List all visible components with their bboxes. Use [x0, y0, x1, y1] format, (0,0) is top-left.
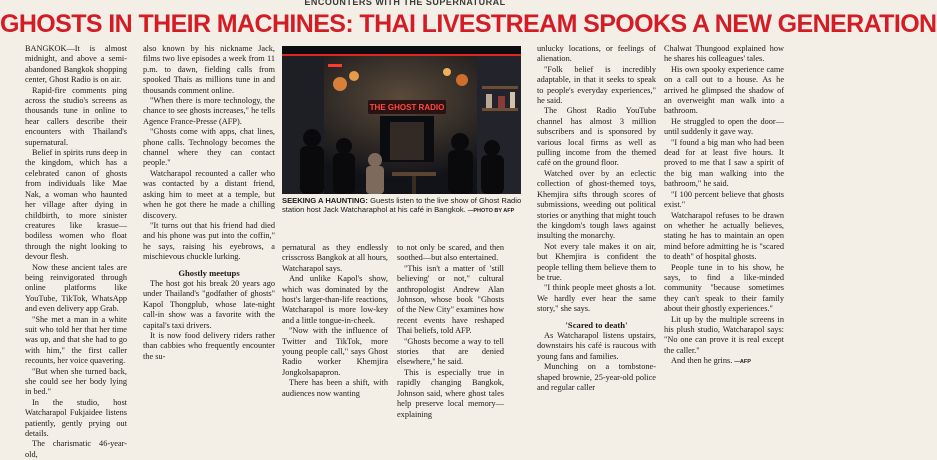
article-credit: —AFP [734, 359, 751, 366]
subheading: Ghostly meetups [178, 267, 240, 278]
paragraph: The host got his break 20 years ago under Thailand's "godfather of ghosts" Kapol Thongplub, whose late-night call-in show was a favorite with the capital's taxi drivers. [143, 278, 275, 330]
paragraph: "Ghosts become a way to tell stories that are denied elsewhere," he said. [397, 336, 504, 367]
paragraph: The Ghost Radio YouTube channel has almost 3 million subscribers and is sponsored by various local firms as well as pulling income from the themed café on the ground floor. [537, 106, 656, 168]
paragraph: And unlike Kapol's show, which was dominated by the host's larger-than-life reactions, Watcharapol is more low-key and a little tongue-in-cheek. [282, 274, 388, 325]
paragraph: "This isn't a matter of 'still believing' or not," cultural anthropologist Andrew Alan Johnson, whose book "Ghosts of the New City" examines how recent events have reshaped Thai beliefs, told AFP. [397, 263, 504, 336]
photo-credit: —PHOTO BY AFP [467, 208, 515, 215]
subheading: 'Scared to death' [565, 319, 628, 330]
caption-lead: SEEKING A HAUNTING: [282, 196, 368, 205]
neon-sign-text: THE GHOST RADIO [369, 103, 445, 112]
paragraph: Watcharapol refuses to be drawn on whether he actually believes, stating he has to maintain an open mind before admitting he is "scared to death" of hospital ghosts. [664, 210, 784, 262]
article-column-6 [664, 44, 784, 427]
paragraph: "But when she turned back, she could see her body lying in bed." [25, 366, 127, 397]
paragraph: Now these ancient tales are being reinvigorated through online platforms like YouTube, TikTok, WhatsApp and even delivery app Grab. [25, 262, 127, 314]
paragraph: Lit up by the multiple screens in his plush studio, Watcharapol says: "No one can prove it is real except the caller." [664, 314, 784, 355]
paragraph: His own spooky experience came on a call out to a house. As he arrived he glimpsed the shadow of an overweight man walk into a bathroom. [664, 64, 784, 116]
paragraph: unlucky locations, or feelings of alienation. [537, 44, 656, 64]
paragraph: In the studio, host Watcharapol Fukjaidee listens patiently, gently prying out details. [25, 397, 127, 439]
paragraph: "Ghosts come with apps, chat lines, phone calls. Technology becomes the channel where they can contact people." [143, 127, 275, 168]
paragraph: People tune in to his show, he says, to find a like-minded community "because sometimes they can't speak to their family about their ghostly experiences." [664, 262, 784, 314]
article-column-3 [282, 243, 388, 427]
article-column-5 [537, 44, 656, 427]
paragraph: pernatural as they endlessly crisscross Bangkok at all hours, Watcharapol says. [282, 243, 388, 273]
article-column-2 [143, 44, 275, 427]
paragraph: "I think people meet ghosts a lot. We hardly ever hear the same story," she says. [537, 283, 656, 314]
paragraph: It is now food delivery riders rather than cabbies who frequently encounter the su- [143, 330, 275, 361]
section-kicker: ENCOUNTERS WITH THE SUPERNATURAL [304, 0, 506, 7]
paragraph [664, 356, 784, 367]
paragraph: BANGKOK—It is almost midnight, and above a semi-abandoned Bangkok shopping center, Ghost Radio is on air. [25, 44, 127, 85]
paragraph: There has been a shift, with audiences now wanting [282, 378, 388, 398]
paragraph-text: And then he grins. [671, 356, 733, 366]
paragraph: The charismatic 46-year-old, [25, 439, 127, 459]
paragraph: to not only be scared, and then soothed—but also entertained. [397, 243, 504, 263]
article-column-1 [25, 44, 127, 459]
paragraph: Munching on a tombstone-shaped brownie, 25-year-old police and regular caller [537, 362, 656, 392]
headline: GHOSTS IN THEIR MACHINES: THAI LIVESTREAM SPOOKS A NEW GENERATION [0, 10, 937, 38]
caption-body: Guests listen to the live show of Ghost Radio station host Jack Watcharaphol at his café in Bangkok. [282, 196, 522, 215]
paragraph: "It turns out that his friend had died and his phone was put into the coffin," he says, raising his eyebrows, a mischievous chuckle lurking. [143, 220, 275, 262]
paragraph: Chalwat Thungood explained how he shares his colleagues' tales. [664, 44, 784, 64]
paragraph: "I found a big man who had been dead for at least five hours. It proved to me that I saw a spirit of the big man walking into the bathroom," he said. [664, 137, 784, 189]
paragraph: This is especially true in rapidly changing Bangkok, Johnson said, where ghost tales help preserve local memory—explaining [397, 367, 504, 419]
paragraph: As Watcharapol listens upstairs, downstairs his café is raucous with young fans and families. [537, 330, 656, 361]
article-photo [282, 46, 521, 194]
paragraph: "Now with the influence of Twitter and TikTok, more young people call," says Ghost Radio worker Khemjira Jongkolsapapron. [282, 326, 388, 377]
paragraph: Watcharapol recounted a caller who was contacted by a distant friend, asking him to meet at a temple, but when he got there he made a chilling discovery. [143, 168, 275, 220]
photo-caption [282, 196, 522, 217]
paragraph: "When there is more technology, the chance to see ghosts increases," he tells Agence France-Presse (AFP). [143, 96, 275, 126]
paragraph: "Folk belief is incredibly adaptable, in that it seeks to speak to people's everyday experiences," he said. [537, 64, 656, 106]
paragraph: Rapid-fire comments ping across the studio's screens as thousands tune in online to hear callers describe their encounters with Thailand's supernatural. [25, 85, 127, 147]
paragraph: also known by his nickname Jack, films two live episodes a week from 11 p.m. to dawn, fielding calls from spooked Thais as millions tune in and thousands comment online. [143, 44, 275, 95]
article-column-4 [397, 243, 504, 427]
paragraph: Belief in spirits runs deep in the kingdom, which has a celebrated canon of ghosts from individuals like Mae Nak, a woman who haunted her village after dying in childbirth, to more sinister creatures like krasue—bodiless women who float through the night looking to devour flesh. [25, 148, 127, 262]
cafe-scene-image [282, 46, 521, 194]
paragraph: "I 100 percent believe that ghosts exist." [664, 189, 784, 210]
paragraph: He struggled to open the door—until suddenly it gave way. [664, 116, 784, 137]
paragraph: "She met a man in a white suit who told her that her time was up, and that she had to go with him," the first caller recounts, her voice quavering. [25, 314, 127, 366]
paragraph: Not every tale makes it on air, but Khemjira is confident the people telling them believe them to be true. [537, 241, 656, 282]
paragraph: Watched over by an eclectic collection of ghost-themed toys, Khemjira sifts through scores of submissions, weeding out political stories or anything that might touch the kingdom's tough laws against insulting the monarchy. [537, 168, 656, 241]
